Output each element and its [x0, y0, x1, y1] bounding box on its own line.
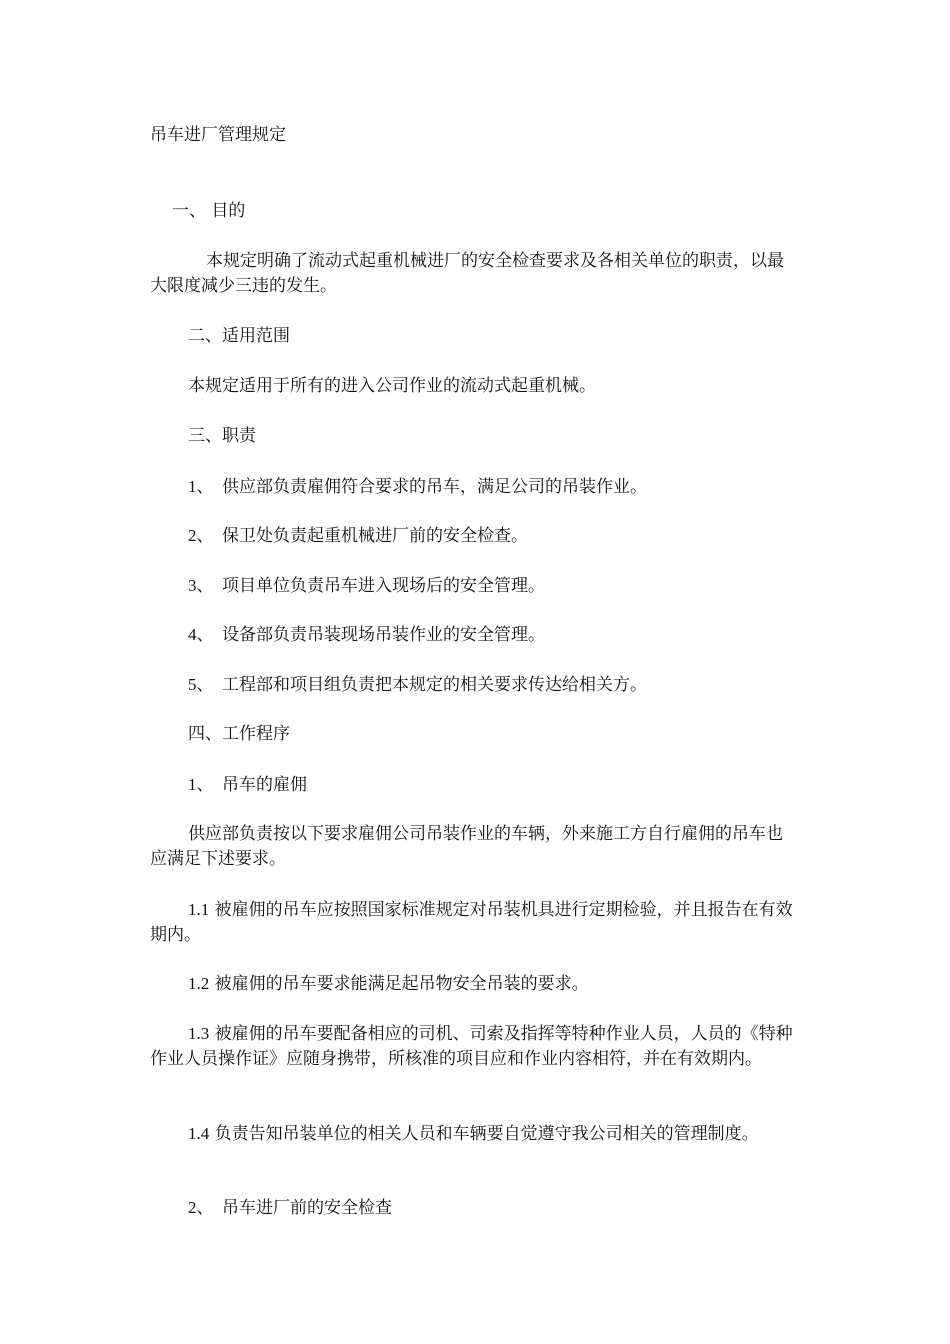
duty-item — [188, 672, 647, 698]
subsection-number: 1、 — [188, 775, 214, 794]
duty-item-number: 5、 — [188, 675, 214, 694]
duty-item — [188, 573, 545, 599]
duty-item-number: 2、 — [188, 526, 214, 545]
duty-item-number: 3、 — [188, 576, 214, 595]
clause-paragraph — [150, 971, 794, 997]
clause-paragraph — [150, 1121, 794, 1147]
section-3-heading: 三、职责 — [188, 426, 256, 446]
clause-number: 1.4 — [188, 1124, 210, 1143]
section-1-text: 本规定明确了流动式起重机械进厂的安全检查要求及各相关单位的职责，以最大限度减少三违的发生。 — [150, 251, 784, 296]
clause-number: 1.1 — [188, 900, 210, 919]
subsection-title: 吊车的雇佣 — [222, 775, 307, 795]
section-2-heading: 二、适用范围 — [188, 326, 290, 346]
clause-paragraph — [150, 1021, 794, 1072]
clause-text: 被雇佣的吊车要求能满足起吊物安全吊装的要求。 — [209, 974, 589, 994]
section-4-heading: 四、工作程序 — [188, 724, 290, 744]
duty-item-text: 工程部和项目组负责把本规定的相关要求传达给相关方。 — [222, 675, 647, 695]
hiring-intro-paragraph: 供应部负责按以下要求雇佣公司吊装作业的车辆，外来施工方自行雇佣的吊车也应满足下述要求。 — [150, 824, 783, 869]
duty-item-text: 设备部负责吊装现场吊装作业的安全管理。 — [222, 625, 545, 645]
subsection-2-heading — [188, 1195, 392, 1221]
duty-item — [188, 523, 528, 549]
subsection-number: 2、 — [188, 1198, 214, 1217]
clause-number: 1.2 — [188, 974, 210, 993]
subsection-title: 吊车进厂前的安全检查 — [222, 1198, 392, 1218]
clause-paragraph — [150, 897, 794, 948]
subsection-1-heading — [188, 772, 307, 798]
clause-text: 被雇佣的吊车应按照国家标准规定对吊装机具进行定期检验，并且报告在有效期内。 — [150, 900, 793, 945]
clause-text: 被雇佣的吊车要配备相应的司机、司索及指挥等特种作业人员，人员的《特种作业人员操作证》应随身携带，所核准的项目应和作业内容相符，并在有效期内。 — [150, 1024, 793, 1069]
section-2-text: 本规定适用于所有的进入公司作业的流动式起重机械。 — [188, 376, 596, 396]
document-title: 吊车进厂管理规定 — [150, 125, 286, 145]
clause-number: 1.3 — [188, 1024, 210, 1043]
clause-text: 负责告知吊装单位的相关人员和车辆要自觉遵守我公司相关的管理制度。 — [209, 1124, 759, 1144]
duty-item-text: 项目单位负责吊车进入现场后的安全管理。 — [222, 576, 545, 596]
duty-item — [188, 474, 647, 500]
duty-item-text: 保卫处负责起重机械进厂前的安全检查。 — [222, 526, 528, 546]
duty-item-text: 供应部负责雇佣符合要求的吊车，满足公司的吊装作业。 — [222, 477, 647, 497]
duty-item — [188, 622, 545, 648]
duty-item-number: 4、 — [188, 625, 214, 644]
section-1-heading: 一、 目的 — [172, 201, 246, 221]
duty-item-number: 1、 — [188, 477, 214, 496]
